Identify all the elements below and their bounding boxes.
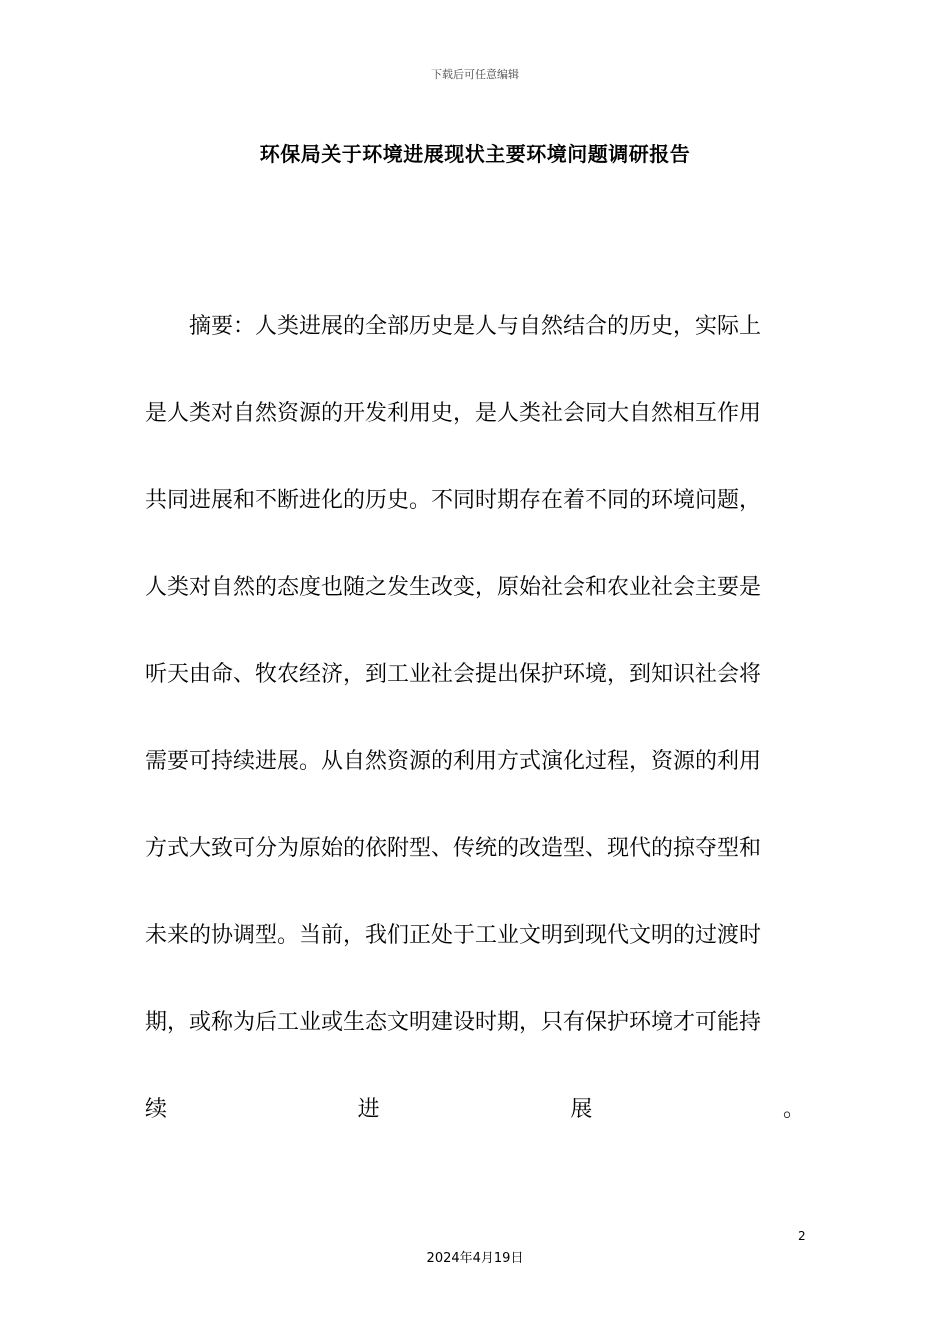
header-note: 下载后可任意编辑 — [431, 68, 519, 81]
last-line-char-2: 进 — [357, 1097, 380, 1122]
paragraph-line-2: 是人类对自然资源的开发利用史，是人类社会同大自然相互作用 — [145, 401, 762, 426]
page-number: 2 — [798, 1229, 806, 1243]
paragraph-line-6: 需要可持续进展。从自然资源的利用方式演化过程，资源的利用 — [145, 749, 762, 774]
paragraph-line-3: 共同进展和不断进化的历史。不同时期存在着不同的环境问题， — [145, 488, 762, 513]
last-line-char-4: 。 — [782, 1097, 805, 1122]
last-line-char-1: 续 — [145, 1097, 168, 1122]
paragraph-line-1: 摘要：人类进展的全部历史是人与自然结合的历史，实际上 — [145, 314, 762, 339]
last-line-char-3: 展 — [570, 1097, 593, 1122]
paragraph-line-8: 未来的协调型。当前，我们正处于工业文明到现代文明的过渡时 — [145, 923, 762, 948]
paragraph-line-4: 人类对自然的态度也随之发生改变，原始社会和农业社会主要是 — [145, 575, 762, 600]
paragraph-line-7: 方式大致可分为原始的依附型、传统的改造型、现代的掠夺型和 — [145, 836, 762, 861]
document-title: 环保局关于环境进展现状主要环境问题调研报告 — [259, 142, 691, 166]
footer-date: 2024年4月19日 — [426, 1251, 524, 1266]
paragraph-line-9: 期，或称为后工业或生态文明建设时期，只有保护环境才可能持 — [145, 1010, 762, 1035]
paragraph-last-line — [145, 1094, 805, 1126]
paragraph-line-5: 听天由命、牧农经济，到工业社会提出保护环境，到知识社会将 — [145, 662, 762, 687]
